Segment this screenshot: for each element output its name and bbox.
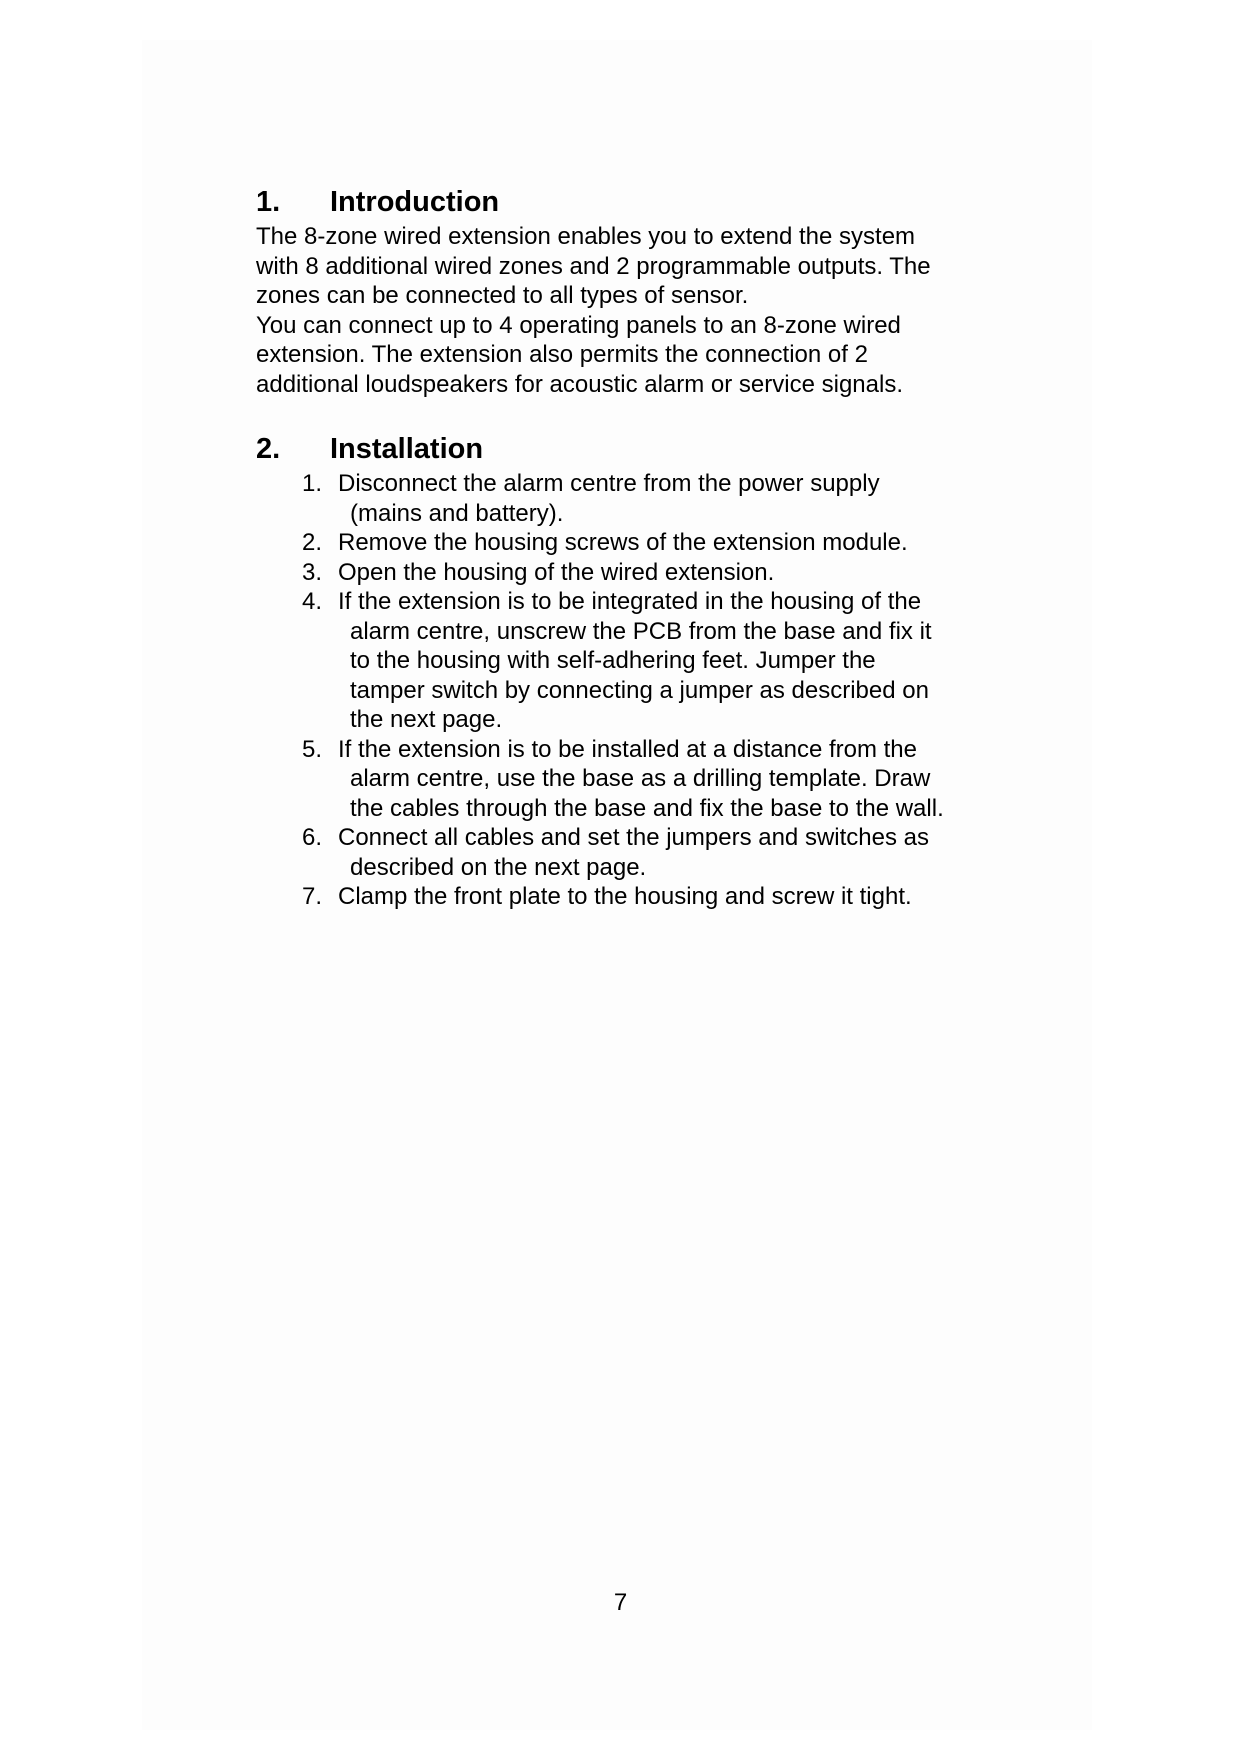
step-number: 5. (302, 735, 323, 763)
list-item (302, 558, 1016, 588)
section-heading-introduction (256, 182, 1016, 222)
step-text: Open the housing of the wired extension. (338, 558, 775, 586)
step-text: Clamp the front plate to the housing and screw it tight. (338, 883, 912, 910)
section-number: 2. (256, 433, 281, 465)
section-title: Introduction (330, 186, 500, 218)
intro-paragraph-1: The 8-zone wired extension enables you to extend the system with 8 additional wired zones and 2 programmable outputs. The zones can be connected to all types of sensor. (256, 223, 931, 309)
installation-steps-list (256, 469, 1016, 912)
step-number: 1. (302, 470, 323, 497)
step-text: If the extension is to be installed at a distance from the alarm centre, use the base as a drilling template. Draw the cables through the base and fix the base to the wall. (338, 735, 944, 822)
step-number: 4. (302, 588, 323, 615)
list-item (302, 587, 1016, 735)
step-text: Disconnect the alarm centre from the power supply (mains and battery). (338, 470, 880, 527)
list-item (302, 823, 1016, 882)
step-number: 3. (302, 558, 323, 586)
step-text: Connect all cables and set the jumpers and switches as described on the next page. (338, 824, 929, 881)
step-text: If the extension is to be integrated in the housing of the alarm centre, unscrew the PCB from the base and fix it to the housing with self-adhering feet. Jumper the tamper switch by connecting a jumper as described on the next page. (338, 588, 932, 733)
intro-paragraph-2: You can connect up to 4 operating panels to an 8-zone wired extension. The extension also permits the connection of 2 additional loudspeakers for acoustic alarm or service signals. (256, 311, 903, 398)
list-item (302, 528, 1016, 558)
list-item (302, 469, 1016, 528)
list-item (302, 882, 1016, 912)
section-number: 1. (256, 186, 281, 218)
list-item (302, 735, 1016, 824)
page-content (256, 182, 1016, 912)
page-number: 7 (613, 1589, 628, 1616)
section-heading-installation (256, 429, 1016, 469)
step-text: Remove the housing screws of the extension module. (338, 529, 908, 556)
step-number: 6. (302, 824, 323, 851)
step-number: 7. (302, 883, 323, 910)
step-number: 2. (302, 529, 323, 556)
section-title: Installation (330, 433, 484, 465)
